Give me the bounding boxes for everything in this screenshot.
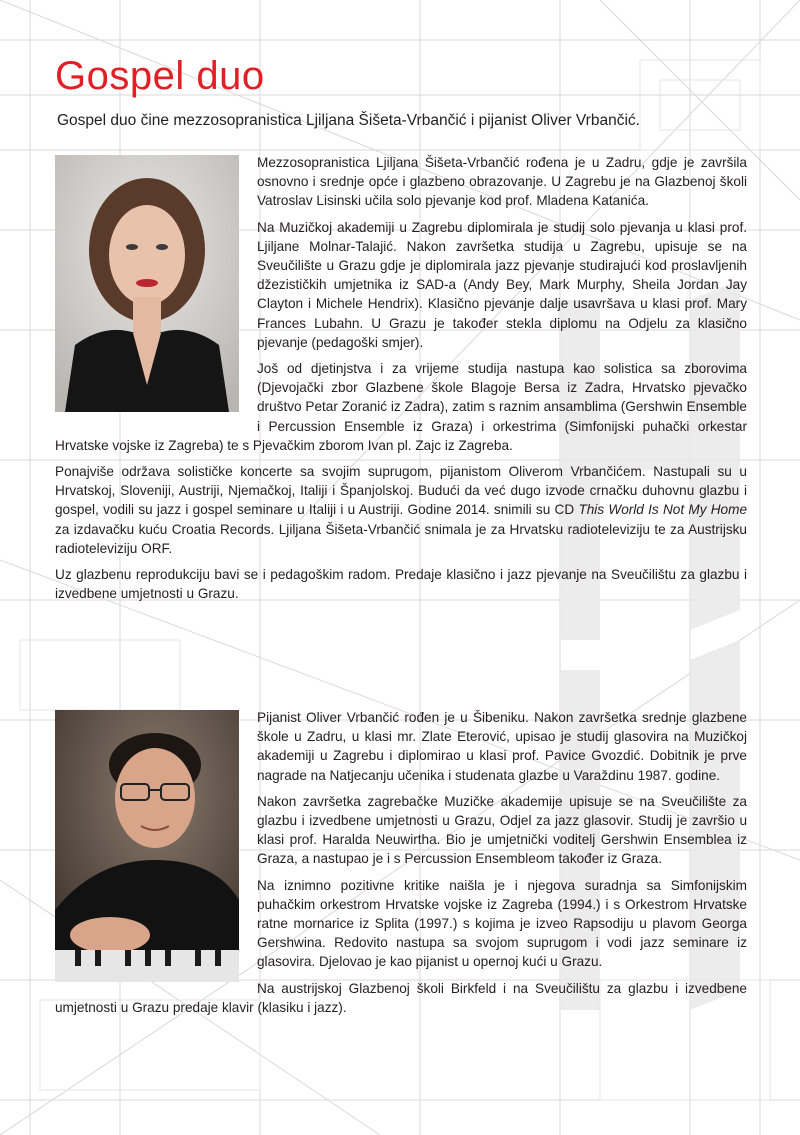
- oliver-paragraph-4: Na austrijskoj Glazbenoj školi Birkfeld i na Sveučilištu za glazbu i izvedbene umjetnosti u Grazu predaje klavir (klasiku i jazz).: [55, 980, 747, 1015]
- section-oliver: [55, 708, 747, 1024]
- portrait-oliver: [55, 710, 239, 982]
- portrait-ljiljana: [55, 155, 239, 412]
- section-ljiljana: [55, 153, 747, 610]
- ljiljana-paragraph-2: Na Muzičkoj akademiji u Zagrebu diplomirala je studij solo pjevanja u klasi prof. Ljiljane Molnar-Talajić. Nakon završetka studija u Zagrebu, upisuje se na Sveučilište u Grazu gdje je diplomirala jazz pjevanje studirajući kod proslavljenih džezističkih umjetnika iz SAD-a (Andy Bey, Mark Murphy, Sheila Jordan Jay Clayton i Michele Hendrix). Klasično pjevanje dalje usavršava u klasi prof. Mary Frances Lubahn. U Grazu je također stekla diplomu na Odjelu za klasično pjevanje (pedagoški smjer).: [257, 219, 747, 350]
- ljiljana-paragraph-5: Uz glazbenu reprodukciju bavi se i pedagoškim radom. Predaje klasično i jazz pjevanje na Sveučilištu za glazbu i izvedbene umjetnosti u Grazu.: [55, 567, 747, 602]
- album-title: This World Is Not My Home: [578, 502, 748, 518]
- page-title: Gospel duo: [55, 54, 265, 98]
- ljiljana-paragraph-1: Mezzosopranistica Ljiljana Šišeta-Vrbančić rođena je u Zadru, gdje je završila osnovno i srednje opće i glazbeno obrazovanje. U Zagrebu je na Glazbenoj školi Vatroslav Lisinski učila solo pjevanje kod prof. Mladena Katanića.: [257, 155, 747, 209]
- woman-portrait-image: [55, 155, 239, 412]
- oliver-paragraph-3: Na iznimno pozitivne kritike naišla je i njegova suradnja sa Simfonijskim puhačkim orkestrom Hrvatske vojske iz Zagreba (1994.) i s Orkestrom Hrvatske ratne mornarice iz Splita (1997.) s kojima je izveo Rapsodiju u plavom Georga Gershwina. Redovito nastupa sa svojom suprugom i vodi jazz seminare iz glasovira. Djelovao je kao pijanist u opernoj kući u Grazu.: [257, 877, 747, 970]
- man-portrait-image: [55, 710, 239, 982]
- ljiljana-paragraph-4-part-b: za izdavačku kuću Croatia Records. Ljiljana Šišeta-Vrbančić snimala je za Hrvatsku radioteleviziju te za Austrijsku radioteleviziju ORF.: [55, 521, 747, 556]
- ljiljana-paragraph-4-part-a: Ponajviše održava solističke koncerte sa svojim suprugom, pijanistom Oliverom Vrbančićem. Nastupali su u Hrvatskoj, Sloveniji, Austriji, Njemačkoj, Italiji i Španjolskoj. Budući da već dugo izvode crnačku duhovnu glazbu i gospel, vodili su jazz i gospel seminare u Italiji i u Austriji. Godine 2014. snimili su CD: [55, 464, 747, 518]
- ljiljana-paragraph-4: [55, 462, 747, 558]
- page-subtitle: Gospel duo čine mezzosopranistica Ljiljana Šišeta-Vrbančić i pijanist Oliver Vrbančić.: [57, 112, 640, 129]
- oliver-paragraph-1: Pijanist Oliver Vrbančić rođen je u Šibeniku. Nakon završetka srednje glazbene škole u Zadru, u klasi mr. Zlate Eterović, upisao je studij glasovira na Muzičkoj akademiji u Zagrebu i diplomirao u klasi prof. Pavice Gvozdić. Dobitnik je prve nagrade na Natjecanju učenika i studenata glazbe u Varaždinu 1987. godine.: [257, 710, 747, 783]
- oliver-paragraph-2: Nakon završetka zagrebačke Muzičke akademije upisuje se na Sveučilište za glazbu i izvedbene umjetnosti u Grazu, Odjel za jazz glasovir. Studij je završio u klasi prof. Haralda Neuwirtha. Bio je umjetnički voditelj Gershwin Ensemblea iz Graza, a nastupao je i s Percussion Ensembleom također iz Graza.: [257, 793, 747, 867]
- ljiljana-paragraph-3: Još od djetinjstva i za vrijeme studija nastupa kao solistica sa zborovima (Djevojački zbor Glazbene škole Blagoje Bersa iz Zadra, Hrvatsko pjevačko društvo Petar Zoranić iz Zadra), zatim s raznim ansamblima (Gershwin Ensemble i Percussion Ensemble iz Graza) i orkestrima (Simfonijski puhački orkestar Hrvatske vojske iz Zagreba) te s Pjevačkim zborom Ivan pl. Zajc iz Zagreba.: [55, 361, 747, 453]
